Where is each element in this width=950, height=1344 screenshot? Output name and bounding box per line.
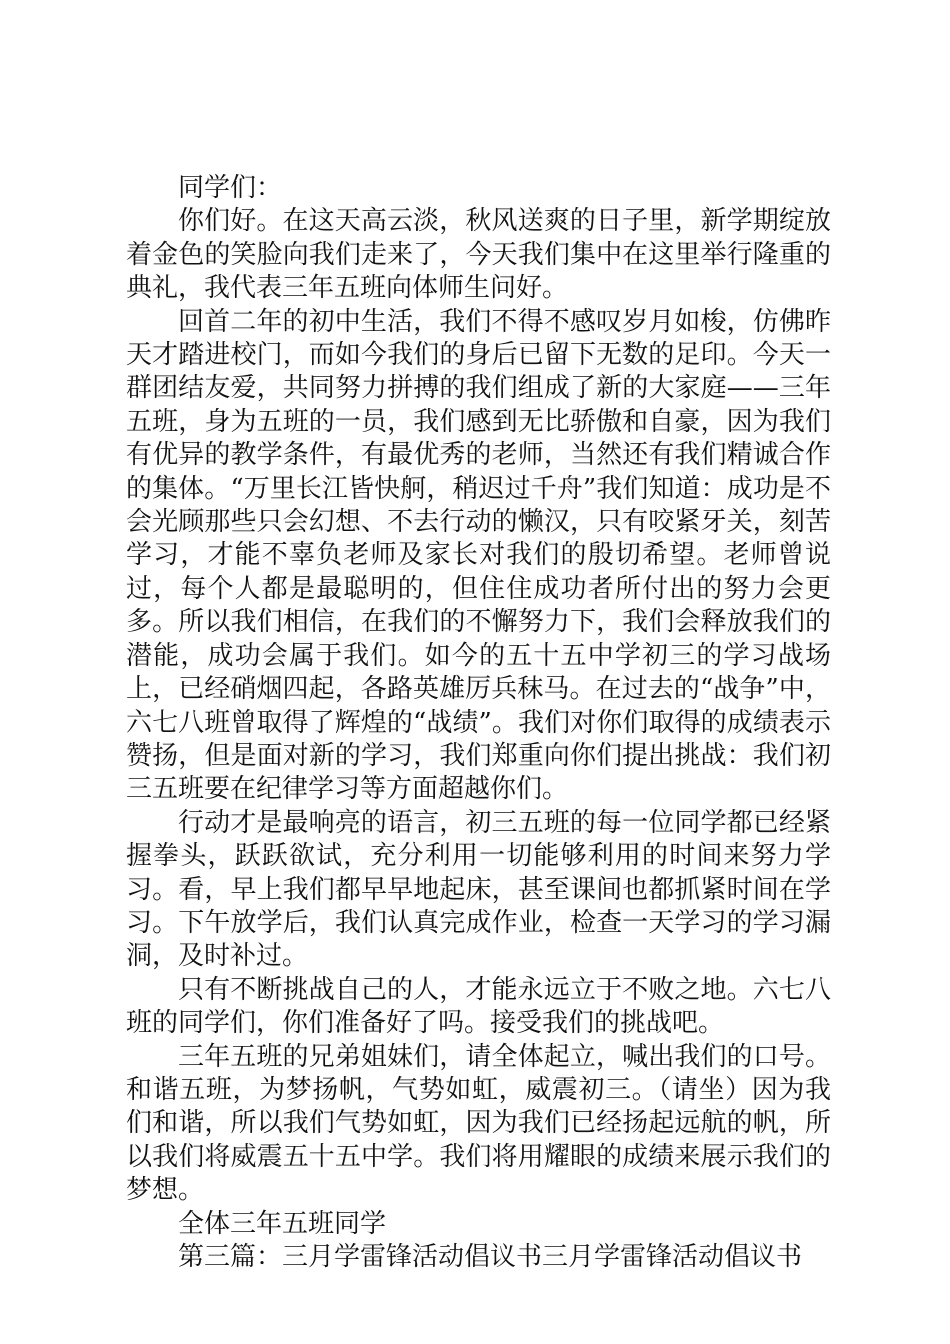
next-section-heading: 第三篇：三月学雷锋活动倡议书三月学雷锋活动倡议书 xyxy=(178,1242,803,1272)
paragraph-action: 行动才是最响亮的语言，初三五班的每一位同学都已经紧握拳头，跃跃欲试，充分利用一切能够利用的时间来努力学习。看，早上我们都早早地起床，甚至课间也都抓紧时间在学习。下午放学后，我们认真完成作业，检查一天学习的学习漏洞，及时补过。 xyxy=(126,807,831,972)
signature: 全体三年五班同学 xyxy=(178,1208,387,1239)
salutation: 同学们： xyxy=(178,173,283,203)
paragraph-greeting: 你们好。在这天高云淡，秋风送爽的日子里，新学期绽放着金色的笑脸向我们走来了，今天我们集中在这里举行隆重的典礼，我代表三年五班向体师生问好。 xyxy=(126,206,831,304)
paragraph-reflection: 回首二年的初中生活，我们不得不感叹岁月如梭，仿佛昨天才踏进校门，而如今我们的身后已留下无数的足印。今天一群团结友爱，共同努力拼搏的我们组成了新的大家庭——三年五班，身为五班的一员，我们感到无比骄傲和自豪，因为我们有优异的教学条件，有最优秀的老师，当然还有我们精诚合作的集体。“万里长江皆快舸，稍迟过千舟”我们知道：成功是不会光顾那些只会幻想、不去行动的懒汉，只有咬紧牙关，刻苦学习，才能不辜负老师及家长对我们的殷切希望。老师曾说过，每个人都是最聪明的，但住住成功者所付出的努力会更多。所以我们相信，在我们的不懈努力下，我们会释放我们的潜能，成功会属于我们。如今的五十五中学初三的学习战场上，已经硝烟四起，各路英雄厉兵秣马。在过去的“战争”中，六七八班曾取得了辉煌的“战绩”。我们对你们取得的成绩表示赞扬，但是面对新的学习，我们郑重向你们提出挑战：我们初三五班要在纪律学习等方面超越你们。 xyxy=(126,306,831,805)
document-body xyxy=(126,172,831,1274)
paragraph-challenge: 只有不断挑战自己的人，才能永远立于不败之地。六七八班的同学们，你们准备好了吗。接受我们的挑战吧。 xyxy=(126,974,831,1039)
paragraph-slogan: 三年五班的兄弟姐妹们，请全体起立，喊出我们的口号。和谐五班，为梦扬帆，气势如虹，威震初三。（请坐）因为我们和谐，所以我们气势如虹，因为我们已经扬起远航的帆，所以我们将威震五十五中学。我们将用耀眼的成绩来展示我们的梦想。 xyxy=(126,1041,831,1206)
